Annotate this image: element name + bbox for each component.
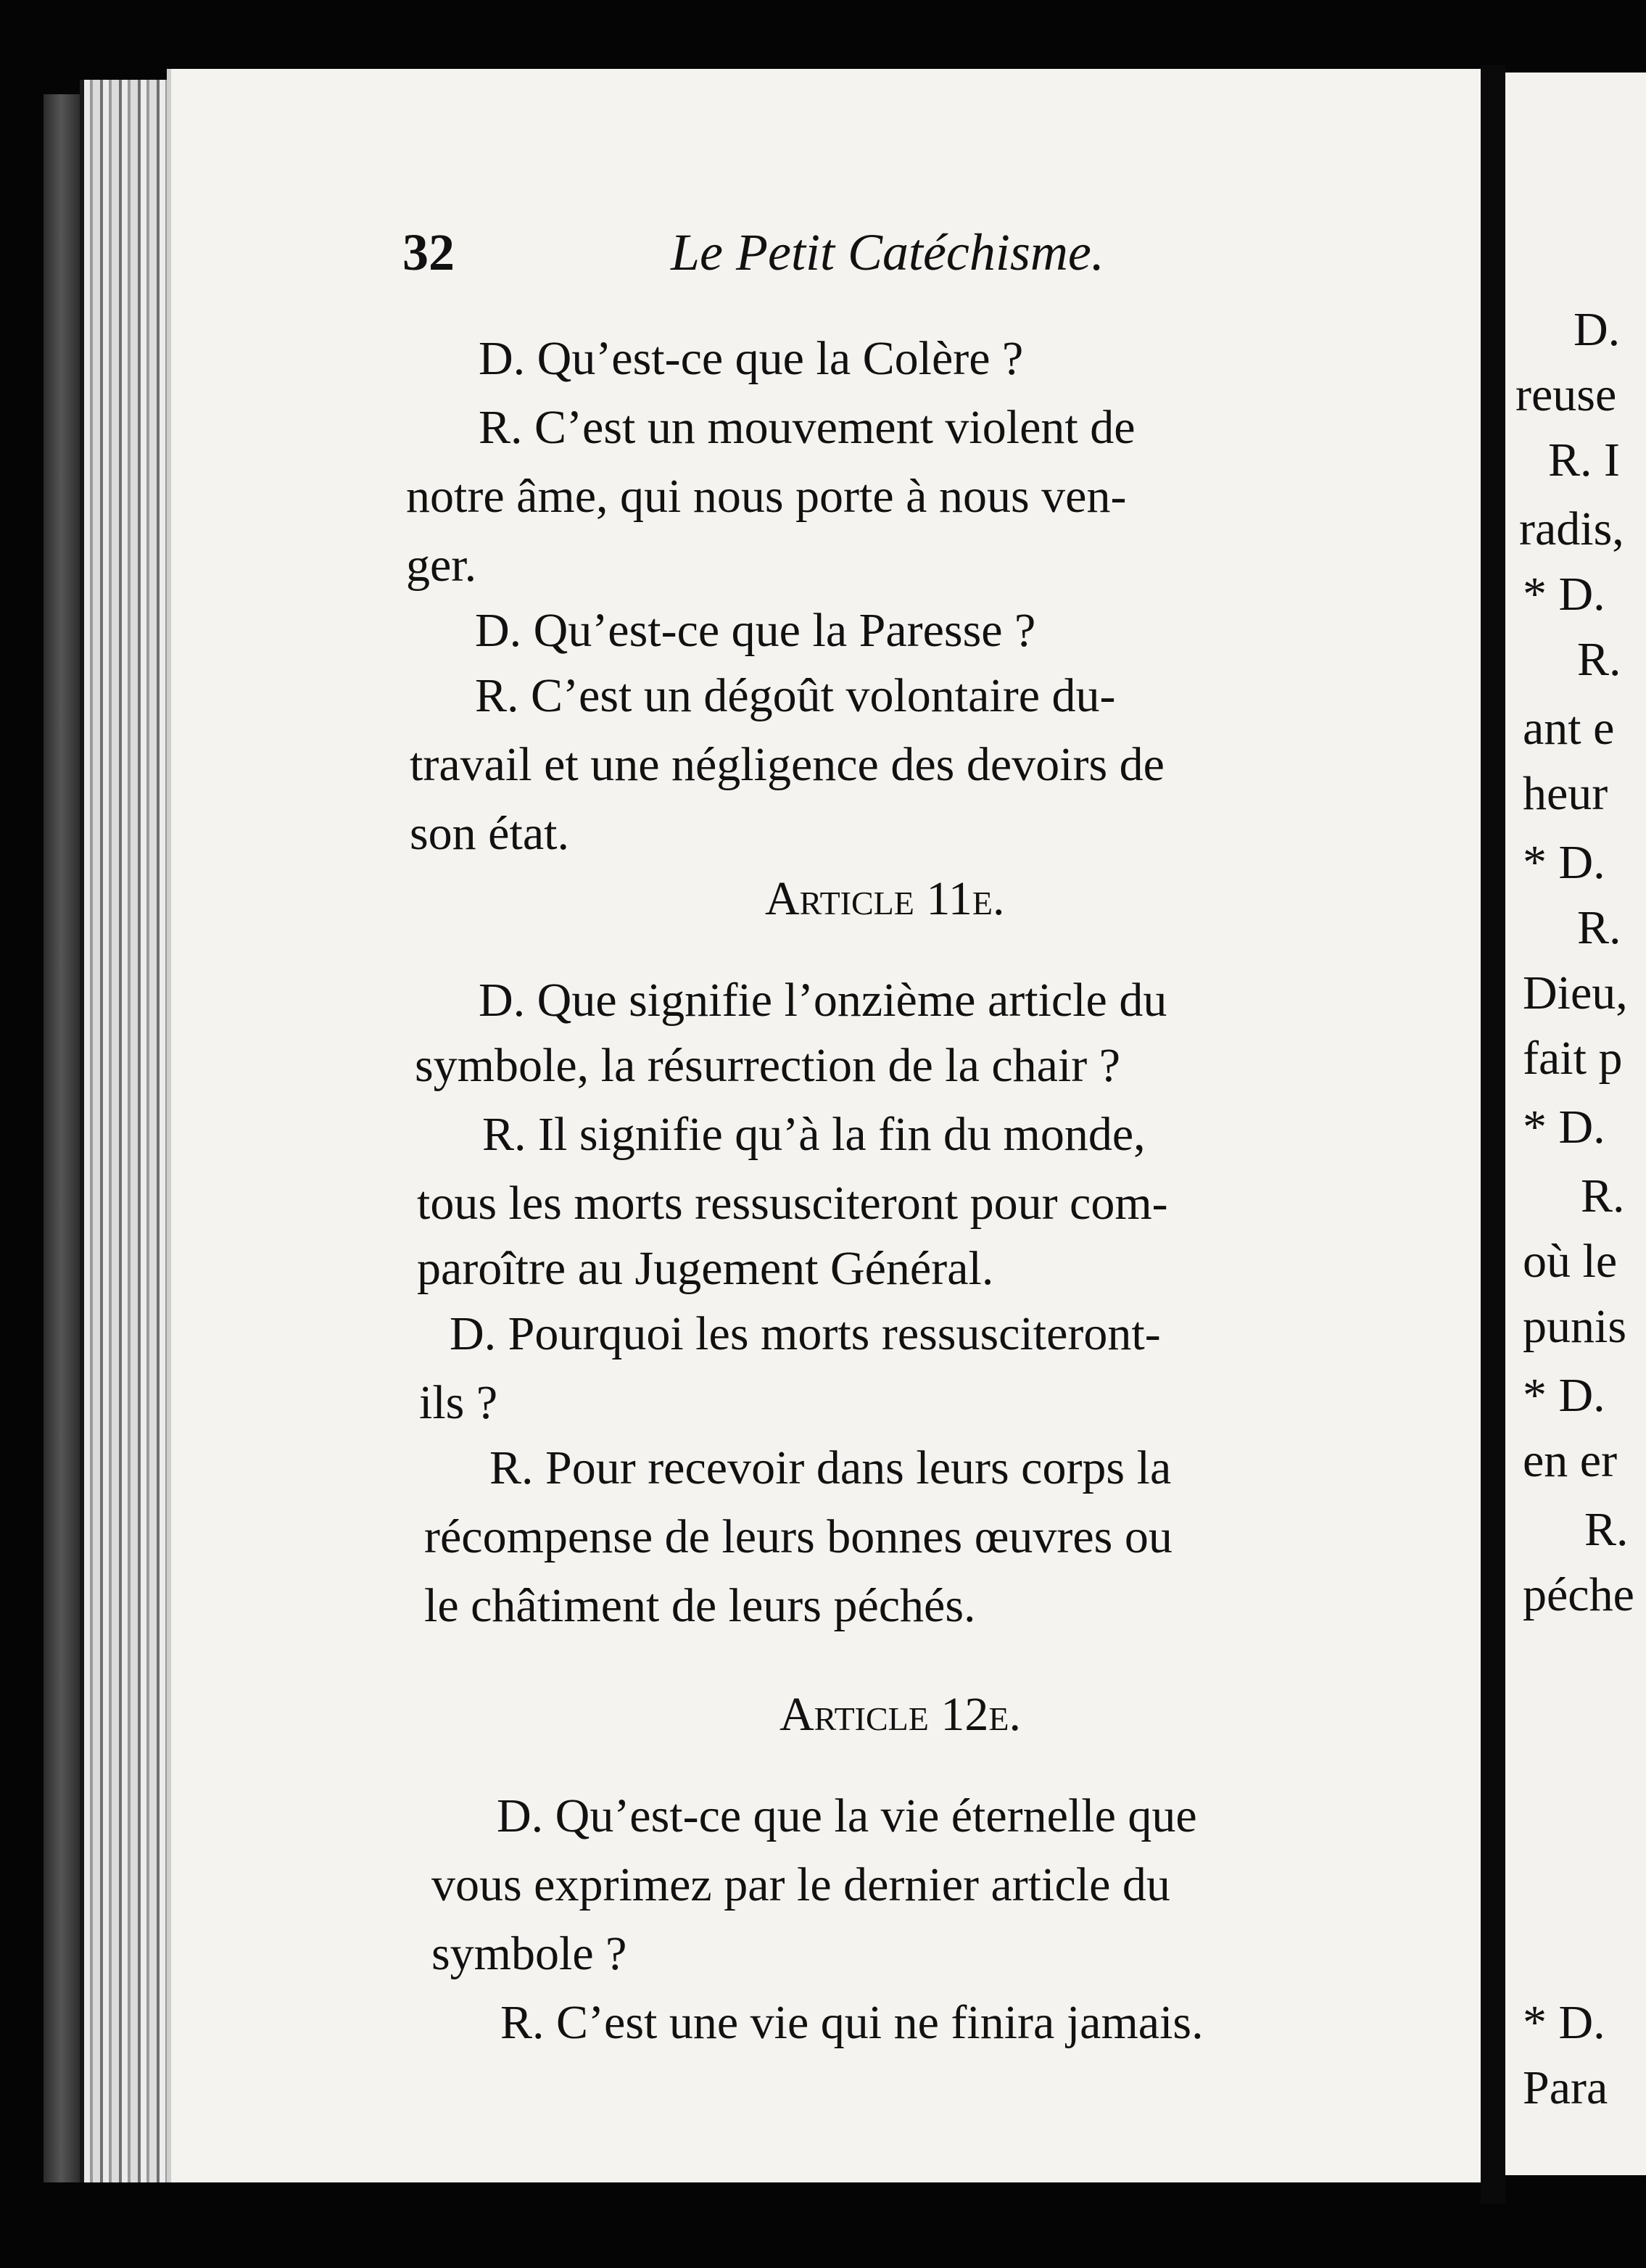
text-line: ger. xyxy=(406,539,477,592)
right-text-line: radis, xyxy=(1519,502,1624,555)
right-text-line: D. xyxy=(1573,303,1621,356)
right-text-line: heur xyxy=(1523,767,1608,820)
right-text-line: R. xyxy=(1577,901,1621,954)
text-line: D. Qu’est-ce que la Paresse ? xyxy=(475,604,1036,657)
right-text-line: * D. xyxy=(1523,1101,1605,1154)
right-text-line: en er xyxy=(1523,1434,1618,1487)
text-line: R. Il signifie qu’à la fin du monde, xyxy=(482,1108,1146,1161)
text-line: R. C’est un dégoût volontaire du- xyxy=(475,669,1116,722)
text-line: tous les morts ressusciteront pour com- xyxy=(417,1177,1168,1230)
right-text-line: punis xyxy=(1523,1300,1627,1353)
text-line: paroître au Jugement Général. xyxy=(417,1242,994,1295)
text-line: symbole, la résurrection de la chair ? xyxy=(415,1039,1121,1092)
text-line: son état. xyxy=(410,807,569,860)
right-text-line: * D. xyxy=(1523,568,1605,621)
right-text-line: R. xyxy=(1581,1170,1625,1222)
text-line: ils ? xyxy=(419,1376,498,1429)
text-line: récompense de leurs bonnes œuvres ou xyxy=(424,1510,1173,1563)
right-text-line: péche xyxy=(1523,1568,1634,1621)
article-heading: Article 11e. xyxy=(765,872,1005,925)
right-text-line: * D. xyxy=(1523,836,1605,889)
right-text-line: R. xyxy=(1584,1503,1629,1556)
right-text-line: * D. xyxy=(1523,1369,1605,1422)
right-text-line: où le xyxy=(1523,1235,1618,1288)
page-number: 32 xyxy=(402,223,455,281)
right-text-line: Dieu, xyxy=(1523,967,1628,1019)
running-title: Le Petit Catéchisme. xyxy=(671,223,1104,281)
page-header xyxy=(402,223,455,281)
right-text-line: fait p xyxy=(1523,1032,1623,1085)
text-line: D. Pourquoi les morts ressusciteront- xyxy=(450,1307,1161,1360)
right-text-line: R. I xyxy=(1548,434,1620,487)
text-line: D. Qu’est-ce que la vie éternelle que xyxy=(497,1789,1197,1842)
text-line: R. Pour recevoir dans leurs corps la xyxy=(489,1441,1172,1494)
text-line: travail et une négligence des devoirs de xyxy=(410,738,1165,791)
right-text-line: * D. xyxy=(1523,1996,1605,2049)
text-line: R. C’est un mouvement violent de xyxy=(479,401,1136,454)
right-text-line: R. xyxy=(1577,633,1621,686)
right-text-line: Para xyxy=(1523,2061,1608,2114)
text-line: le châtiment de leurs péchés. xyxy=(424,1579,976,1632)
text-line: symbole ? xyxy=(431,1927,627,1980)
right-text-line: reuse xyxy=(1515,368,1617,421)
text-line: R. C’est une vie qui ne finira jamais. xyxy=(500,1996,1204,2049)
text-line: D. Qu’est-ce que la Colère ? xyxy=(479,332,1024,385)
text-line: vous exprimez par le dernier article du xyxy=(431,1858,1170,1911)
right-text-line: ant e xyxy=(1523,702,1615,755)
text-line: D. Que signifie l’onzième article du xyxy=(479,974,1167,1027)
article-heading: Article 12e. xyxy=(779,1688,1021,1741)
text-line: notre âme, qui nous porte à nous ven- xyxy=(406,470,1127,523)
